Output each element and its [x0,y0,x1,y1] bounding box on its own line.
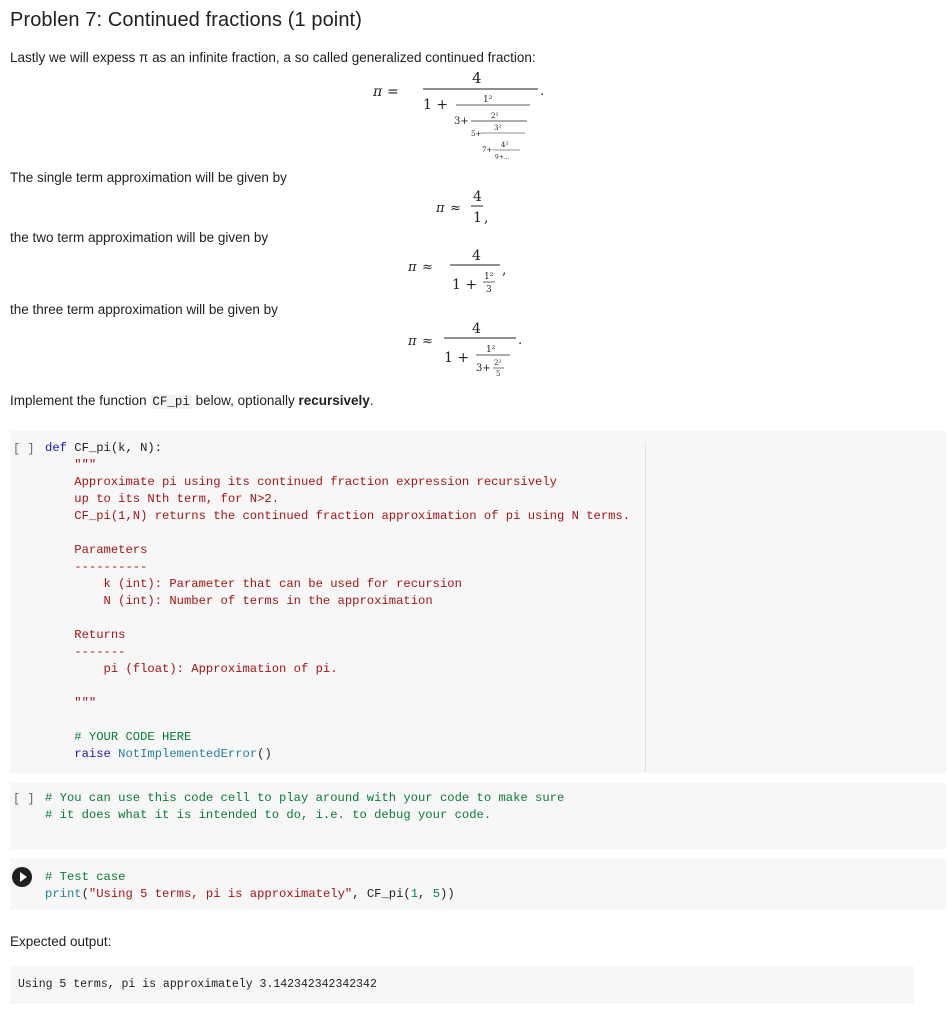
term-1-plus: 1 + [452,277,478,293]
number-literal: 1 [410,887,419,901]
formula-period: . [540,84,545,99]
term-9-dots: 9+... [495,154,510,161]
three-term-text: the three term approximation will be given by [10,302,278,317]
term-1-plus: 1 + [423,97,449,113]
approx-sign: ≈ [422,260,433,275]
expected-output-text: Using 5 terms, pi is approximately 3.142342342342342 [18,978,377,991]
implement-instruction [10,393,374,409]
call-parens: () [257,747,272,761]
num-2-sq: 2² [494,359,502,367]
code-editor-scratch[interactable] [45,790,564,824]
docstring-line: up to its Nth term, for N>2. [74,492,280,506]
implement-bold: recursively [298,393,370,408]
paren-open: ( [81,887,89,901]
term-3-plus: 3+ [476,363,491,374]
pi-symbol: π [436,201,445,216]
paren-close: )) [440,887,455,901]
single-term-formula [420,182,500,232]
two-term-formula [400,240,530,300]
docstring-param-n: N (int): Number of terms in the approximation [103,594,433,608]
function-signature: CF_pi(k, N): [66,441,163,455]
den-5: 5 [496,370,501,378]
docstring-parameters-heading: Parameters [74,543,148,557]
exception-class: NotImplementedError [118,747,258,761]
cell-run-bracket[interactable]: [ ] [13,442,35,456]
call-mid: , CF_pi( [352,887,411,901]
pi-symbol: π [408,260,417,275]
term-1-plus: 1 + [444,350,470,366]
docstring-line: CF_pi(1,N) returns the continued fraction approximation of pi using N terms. [74,509,631,523]
docstring-param-k: k (int): Parameter that can be used for recursion [103,577,462,591]
docstring-rule: ---------- [74,560,148,574]
num-4-sq: 4² [501,141,509,149]
single-term-text: The single term approximation will be given by [10,170,287,185]
code-comment: # Test case [45,870,126,884]
arg-separator: , [418,887,433,901]
code-comment: # it does what it is intended to do, i.e. to debug your code. [45,808,492,822]
equals-sign: = [387,84,399,100]
numerator-4: 4 [472,69,482,87]
run-cell-button[interactable] [12,867,32,887]
print-call: print [45,887,82,901]
intro-text: Lastly we will expess π as an infinite fraction, a so called generalized continued fraction: [10,50,536,65]
numerator-4: 4 [472,321,481,337]
implement-prefix: Implement the function [10,393,147,408]
implement-middle: below, optionally [195,393,295,408]
num-1-sq: 1² [486,345,496,355]
code-comment: # YOUR CODE HERE [74,730,192,744]
den-3: 3 [486,285,492,295]
term-7-plus: 7+ [482,146,493,154]
docstring-line: Approximate pi using its continued fraction expression recursively [74,475,557,489]
def-keyword: def [45,441,67,455]
approx-sign: ≈ [450,201,461,216]
numerator-4: 4 [473,189,482,205]
num-1-sq: 1² [484,272,494,282]
cell-run-bracket[interactable]: [ ] [13,792,35,806]
code-editor-test[interactable] [45,869,455,903]
docstring-return-value: pi (float): Approximation of pi. [103,662,338,676]
approx-sign: ≈ [422,334,433,349]
pi-symbol: π [373,84,383,100]
docstring-close: """ [74,696,97,710]
num-2-sq: 2² [491,112,499,120]
raise-keyword: raise [74,747,111,761]
term-5-plus: 5+ [471,130,482,138]
docstring-rule: ------- [74,645,126,659]
docstring-returns-heading: Returns [74,628,126,642]
editor-ruler [645,442,646,772]
two-term-text: the two term approximation will be given by [10,230,269,245]
function-name-code: CF_pi [152,395,190,409]
comma: , [484,210,489,226]
number-literal: 5 [432,887,441,901]
implement-end: . [369,393,374,408]
three-term-formula [400,314,550,384]
expected-output-label: Expected output: [10,934,112,949]
num-3-sq: 3² [494,124,502,132]
problem-title: Problen 7: Continued fractions (1 point) [10,9,362,31]
string-literal: "Using 5 terms, pi is approximately" [88,887,353,901]
pi-symbol: π [408,334,417,349]
numerator-4: 4 [472,248,481,264]
docstring-open: """ [74,458,97,472]
code-comment: # You can use this code cell to play around with your code to make sure [45,791,565,805]
formula-period: . [518,333,523,348]
code-editor-cf-pi[interactable] [45,440,630,763]
comma: , [502,262,507,278]
term-3-plus: 3+ [454,116,469,127]
denominator-1: 1 [473,210,482,226]
num-1-sq: 1² [483,95,493,105]
continued-fraction-formula [365,66,565,166]
